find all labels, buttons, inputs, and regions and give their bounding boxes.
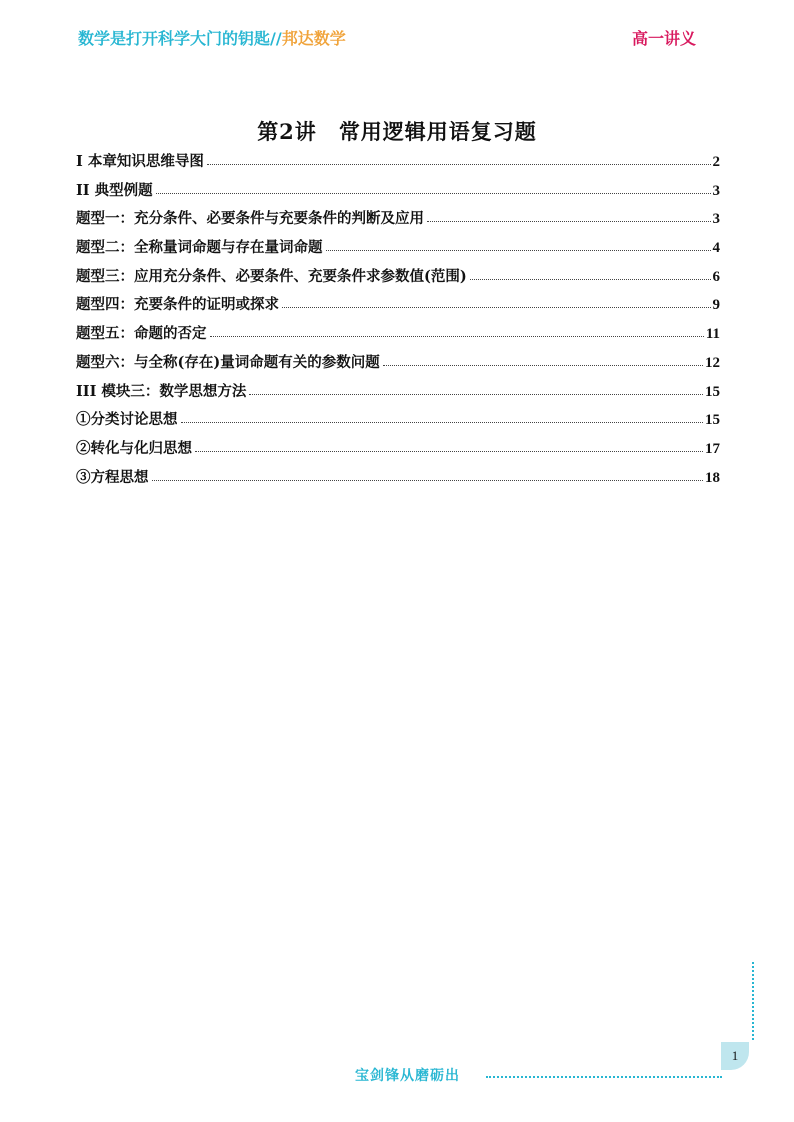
- toc-entry-label: ②转化与化归思想: [76, 439, 192, 457]
- toc-entry[interactable]: [76, 408, 720, 437]
- footer-motto: 宝剑锋从磨砺出: [355, 1068, 460, 1084]
- toc-leader-dots: [156, 193, 711, 194]
- toc-entry-page: 3: [712, 182, 720, 199]
- toc-entry-page: 11: [705, 326, 720, 343]
- toc-entry-label: 题型五：命题的否定: [76, 325, 207, 343]
- toc-leader-dots: [427, 221, 711, 222]
- toc-leader-dots: [470, 279, 711, 280]
- header-slogan-text: 数学是打开科学大门的钥匙//: [78, 29, 282, 48]
- page-number: 1: [731, 1048, 739, 1063]
- toc-entry-label: ①分类讨论思想: [76, 411, 178, 429]
- page-title: [0, 116, 794, 146]
- footer-dotted-line-vertical: [752, 962, 756, 1040]
- page-header: [0, 26, 794, 52]
- toc-entry-page: 15: [705, 383, 720, 400]
- toc-entry-page: 2: [712, 154, 720, 170]
- title-subject: 常用逻辑用语复习题: [338, 119, 537, 144]
- toc-entry-page: 12: [705, 354, 720, 371]
- toc-entry-label: II 典型例题: [76, 181, 153, 199]
- toc-entry[interactable]: [76, 322, 720, 351]
- toc-entry-label: 题型三：应用充分条件、必要条件、充要条件求参数值(范围): [76, 267, 467, 285]
- page-number-badge: [721, 1042, 749, 1070]
- toc-entry[interactable]: [76, 265, 720, 294]
- toc-entry-label: III 模块三：数学思想方法: [76, 382, 247, 400]
- toc-leader-dots: [282, 307, 711, 308]
- toc-entry[interactable]: [76, 150, 720, 179]
- toc-entry-label: I 本章知识思维导图: [76, 153, 204, 170]
- toc-entry[interactable]: [76, 236, 720, 265]
- header-slogan: [78, 26, 346, 49]
- toc-entry[interactable]: [76, 207, 720, 236]
- toc-entry-page: 17: [705, 440, 720, 457]
- toc-entry-page: 9: [712, 297, 720, 314]
- toc-entry-label: 题型二：全称量词命题与存在量词命题: [76, 239, 323, 257]
- toc-entry[interactable]: [76, 466, 720, 495]
- toc-entry[interactable]: [76, 351, 720, 380]
- toc-entry-label: 题型六：与全称(存在)量词命题有关的参数问题: [76, 353, 380, 371]
- header-course-label: 高一讲义: [632, 29, 697, 48]
- toc-entry[interactable]: [76, 179, 720, 208]
- toc-entry-page: 18: [705, 469, 720, 486]
- toc-entry[interactable]: [76, 380, 720, 409]
- table-of-contents: [76, 150, 720, 494]
- toc-entry-label: 题型四：充要条件的证明或探求: [76, 296, 279, 314]
- toc-entry-page: 3: [712, 211, 720, 228]
- toc-entry-label: 题型一：充分条件、必要条件与充要条件的判断及应用: [76, 210, 424, 228]
- toc-entry[interactable]: [76, 293, 720, 322]
- toc-entry-page: 4: [712, 240, 720, 257]
- toc-entry[interactable]: [76, 437, 720, 466]
- toc-leader-dots: [249, 394, 703, 395]
- title-lecture-number: 第2讲: [257, 119, 317, 144]
- toc-leader-dots: [152, 480, 704, 481]
- toc-leader-dots: [195, 451, 703, 452]
- toc-leader-dots: [207, 164, 711, 165]
- toc-leader-dots: [210, 336, 704, 337]
- toc-entry-page: 15: [705, 412, 720, 429]
- toc-leader-dots: [181, 422, 704, 423]
- header-brand: 邦达数学: [281, 29, 346, 48]
- footer-dotted-line-horizontal: [486, 1076, 722, 1079]
- toc-entry-page: 6: [712, 268, 720, 285]
- toc-leader-dots: [326, 250, 711, 251]
- toc-entry-label: ③方程思想: [76, 468, 149, 486]
- toc-leader-dots: [383, 365, 703, 366]
